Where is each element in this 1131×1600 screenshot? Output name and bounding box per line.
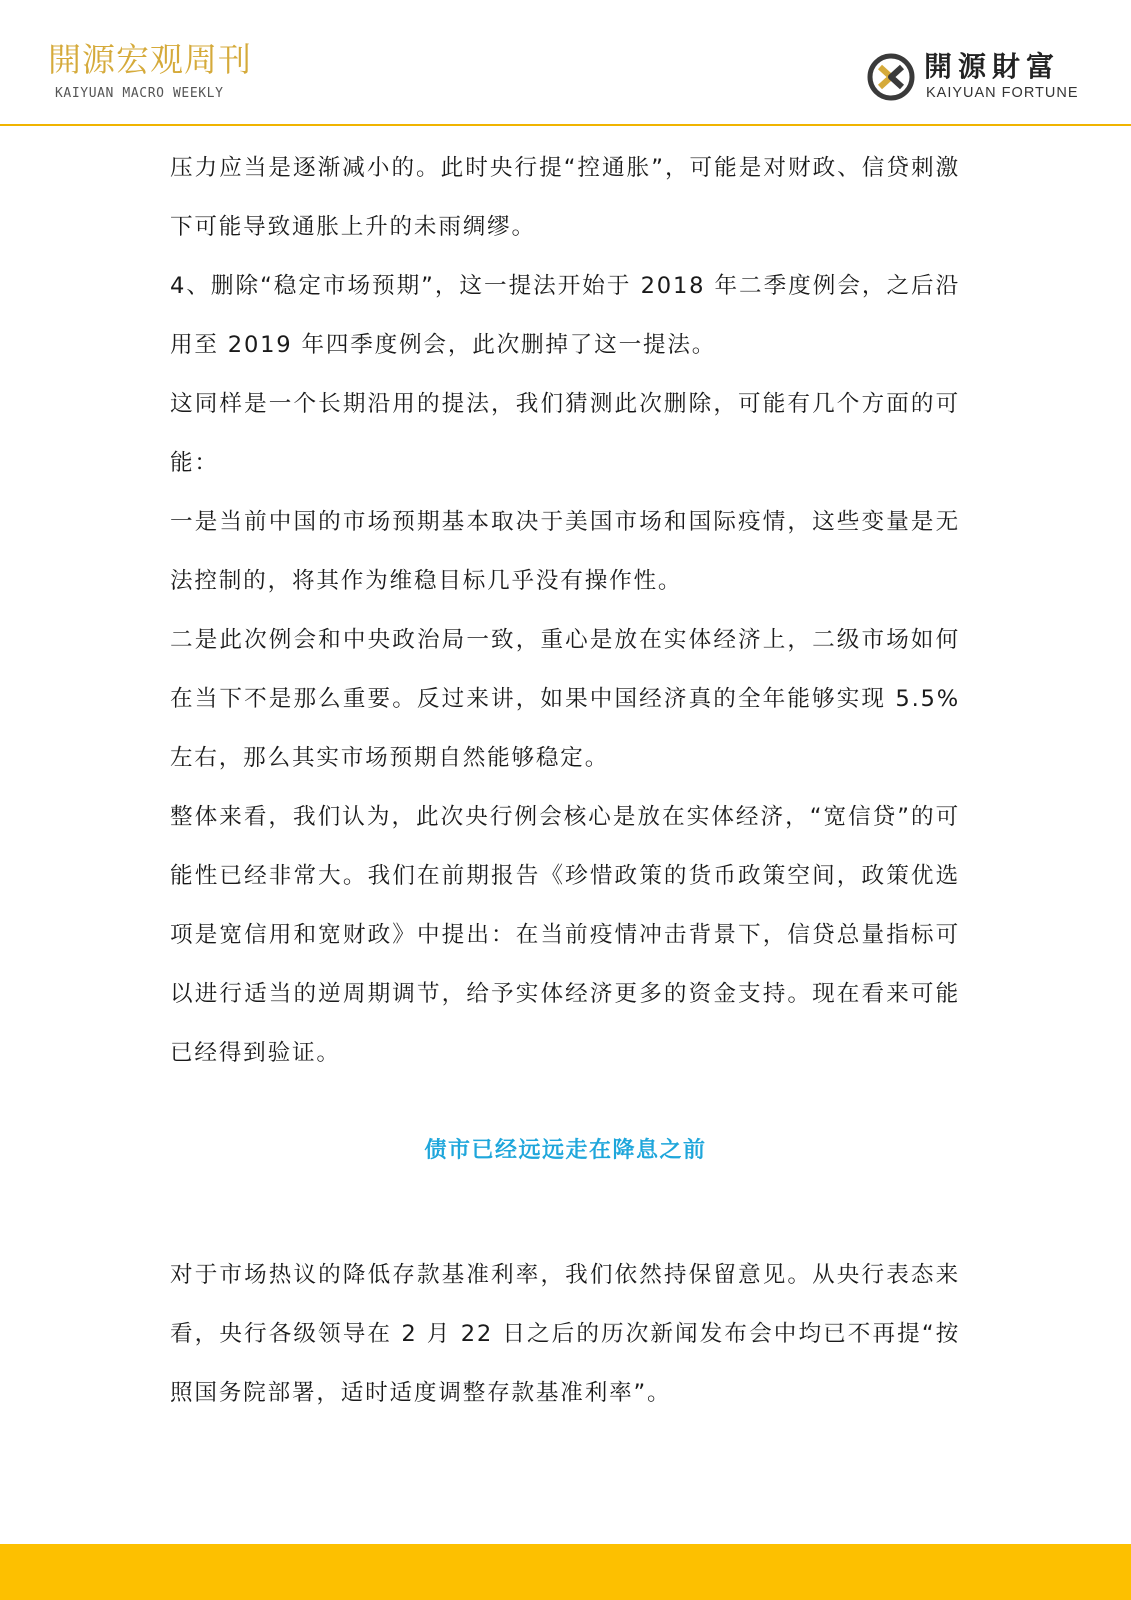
header-divider (0, 124, 1131, 126)
page-header (0, 0, 1131, 126)
paragraph: 4、删除“稳定市场预期”，这一提法开始于 2018 年二季度例会，之后沿用至 2019 年四季度例会，此次删掉了这一提法。 (170, 273, 960, 358)
paragraph: 二是此次例会和中央政治局一致，重心是放在实体经济上，二级市场如何在当下不是那么重要。反过来讲，如果中国经济真的全年能够实现 5.5%左右，那么其实市场预期自然能够稳定。 (170, 627, 960, 771)
paragraph: 压力应当是逐渐减小的。此时央行提“控通胀”，可能是对财政、信贷刺激下可能导致通胀上升的未雨绸缪。 (170, 155, 960, 240)
section-body-text (170, 1246, 960, 1423)
logo-chinese-name: 開源財富 (924, 50, 1061, 83)
brand-title: 開源宏观周刊 (48, 40, 252, 79)
logo-english-name: KAIYUAN FORTUNE (926, 85, 1079, 101)
company-logo (866, 48, 1098, 108)
paragraph: 整体来看，我们认为，此次央行例会核心是放在实体经济，“宽信贷”的可能性已经非常大。我们在前期报告《珍惜政策的货币政策空间，政策优选项是宽信用和宽财政》中提出：在当前疫情冲击背景下，信贷总量指标可以进行适当的逆周期调节，给予实体经济更多的资金支持。现在看来可能已经得到验证。 (170, 804, 960, 1066)
paragraph: 对于市场热议的降低存款基准利率，我们依然持保留意见。从央行表态来看，央行各级领导在 2 月 22 日之后的历次新闻发布会中均已不再提“按照国务院部署，适时适度调整存款基准利率”。 (170, 1262, 960, 1406)
kaiyuan-logo-icon (866, 52, 916, 102)
paragraph: 这同样是一个长期沿用的提法，我们猜测此次删除，可能有几个方面的可能： (170, 391, 960, 476)
footer-bar (0, 1544, 1131, 1600)
section-heading: 债市已经远远走在降息之前 (424, 1138, 707, 1163)
brand-subtitle: KAIYUAN MACRO WEEKLY (55, 86, 224, 101)
paragraph: 一是当前中国的市场预期基本取决于美国市场和国际疫情，这些变量是无法控制的，将其作为维稳目标几乎没有操作性。 (170, 509, 960, 594)
body-text (170, 139, 960, 1083)
